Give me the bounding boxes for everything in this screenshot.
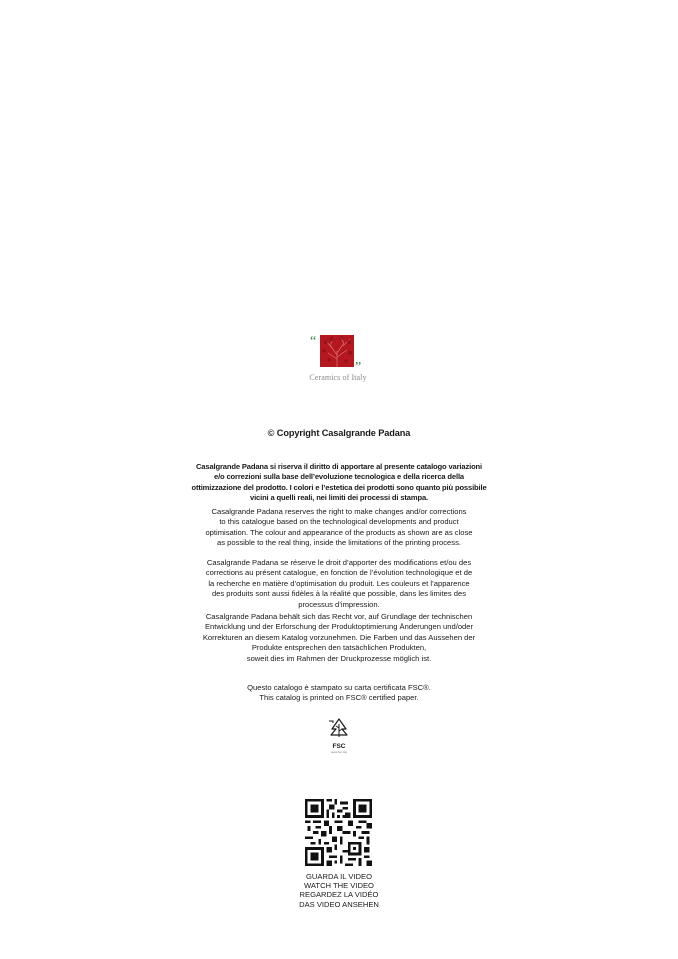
casalgrande-tree-logo-icon <box>310 333 366 371</box>
fsc-paper-note <box>160 683 518 704</box>
video-label-italian: GUARDA IL VIDEO <box>306 872 372 881</box>
svg-text:“: “ <box>310 334 317 349</box>
notice-english-text: Casalgrande Padana reserves the right to make changes and/or corrections to this catalogue based on the technological developments and product optimisation. The colour and appearance of the products as shown are as close as possible to the real thing, inside the limitations of the printing process. <box>205 507 473 548</box>
logo-caption: Ceramics of Italy <box>309 373 367 382</box>
qr-code-icon[interactable] <box>305 799 372 866</box>
video-label-english: WATCH THE VIDEO <box>304 881 374 891</box>
notice-german-text: Casalgrande Padana behält sich das Recht vor, auf Grundlage der technischen Entwicklung und der Erforschung der Produktoptimierung Änderungen und/oder Korrekturen an diesem Katalog vorzunehmen. Die Farben und das Aussehen der Produkte entsprechen den tatsächlichen Produkten, soweit dies im Rahmen der Druckprozesse möglich ist. <box>202 612 476 663</box>
fsc-note-italian: Questo catalogo è stampato su carta certificata FSC®. <box>247 683 431 692</box>
notice-italian <box>160 462 518 504</box>
svg-text:”: ” <box>355 360 362 371</box>
brand-logo <box>300 333 376 382</box>
fsc-tree-icon <box>327 718 351 738</box>
notice-german <box>160 612 518 664</box>
fsc-note-english: This catalog is printed on FSC® certified paper. <box>259 693 419 703</box>
fsc-code: www.fsc.org <box>330 750 348 754</box>
video-label-german: DAS VIDEO ANSEHEN <box>299 899 379 909</box>
notice-french <box>160 558 518 610</box>
notice-english <box>160 507 518 549</box>
copyright-notice: © Copyright Casalgrande Padana <box>267 428 411 438</box>
notice-italian-text: Casalgrande Padana si riserva il diritto di apportare al presente catalogo variazioni e/o correzioni sulla base dell’evoluzione tecnologica e della ricerca della ottimizzazione del prodotto. I colori e l’estetica dei prodotti sono quanto più possibile vicini a quelli reali, nei limiti dei processi di stampa. <box>191 462 487 503</box>
fsc-logo <box>325 718 353 754</box>
fsc-label: FSC <box>332 743 346 750</box>
watch-video-caption <box>240 872 438 909</box>
notice-french-text: Casalgrande Padana se réserve le droit d’apporter des modifications et/ou des corrections au présent catalogue, en fonction de l’évolution technologique et de la recherche en matière d’optimisation du produit. Les couleurs et l’apparence des produits sont aussi fidèles à la réalité que possible, dans les limites des processus d’impression. <box>205 558 473 609</box>
video-label-french: REGARDEZ LA VIDÉO <box>299 890 379 900</box>
